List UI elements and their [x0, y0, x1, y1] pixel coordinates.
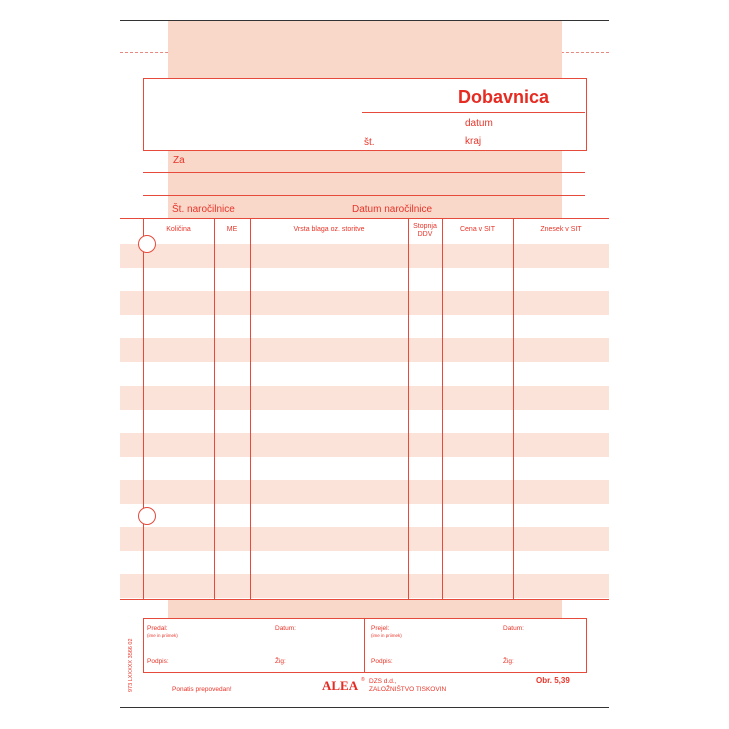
column-divider: [250, 218, 251, 600]
column-header-unit: ME: [226, 226, 238, 233]
registered-mark: ®: [361, 677, 365, 683]
publisher-division: ZALOŽNIŠTVO TISKOVIN: [369, 686, 447, 693]
column-divider: [513, 218, 514, 600]
table-row-stripe: [120, 527, 609, 551]
print-code: 973 LXXXXX 3566 02: [128, 638, 134, 692]
receipt-date-label: Datum:: [503, 625, 524, 632]
publisher-name: DZS d.d.,: [369, 678, 397, 685]
delivered-by-hint: (ime in priimek): [147, 633, 178, 638]
number-label: št.: [364, 137, 375, 148]
table-row-stripe: [120, 433, 609, 457]
table-bottom-line: [120, 599, 609, 600]
table-left-edge: [143, 218, 144, 600]
bottom-border: [120, 707, 609, 708]
table-row-stripe: [120, 338, 609, 362]
table-row-stripe: [120, 244, 609, 268]
delivered-by-label: Predal:: [147, 625, 168, 632]
publisher-logo: ALEA: [322, 678, 359, 693]
order-number-label: Št. naročilnice: [172, 204, 235, 215]
column-divider: [214, 218, 215, 600]
column-divider: [408, 218, 409, 600]
table-row-stripe: [120, 574, 609, 598]
table-top-line: [120, 218, 609, 219]
received-by-hint: (ime in priimek): [371, 633, 402, 638]
delivery-date-label: Datum:: [275, 625, 296, 632]
column-header-quantity: Količina: [166, 226, 191, 233]
form-title: Dobavnica: [458, 87, 550, 107]
form-number: Obr. 5,39: [536, 676, 570, 685]
title-rule: [362, 112, 585, 113]
recipient-line-2: [143, 195, 585, 196]
table-row-stripe: [120, 480, 609, 504]
kraj-label: kraj: [465, 136, 482, 147]
delivered-signature-label: Podpis:: [147, 658, 169, 665]
reprint-prohibited-note: Ponatis prepovedan!: [172, 686, 232, 693]
column-header-price: Cena v SIT: [459, 226, 495, 233]
punch-hole-top: [138, 235, 156, 253]
footer-band: [168, 600, 562, 618]
punch-hole-bottom: [138, 507, 156, 525]
column-header-vat-rate: Stopnja DDV: [413, 223, 437, 238]
signature-divider: [364, 618, 365, 672]
column-header-description: Vrsta blaga oz. storitve: [293, 226, 365, 233]
received-stamp-label: Žig:: [503, 658, 514, 665]
recipient-line-1: [143, 172, 585, 173]
column-divider: [442, 218, 443, 600]
recipient-label: Za: [173, 155, 185, 166]
table-row-stripe: [120, 291, 609, 315]
received-signature-label: Podpis:: [371, 658, 393, 665]
column-header-amount: Znesek v SIT: [540, 226, 582, 233]
delivered-stamp-label: Žig:: [275, 658, 286, 665]
datum-label: datum: [465, 118, 493, 129]
received-by-label: Prejel:: [371, 625, 390, 632]
table-row-stripe: [120, 386, 609, 410]
order-date-label: Datum naročilnice: [352, 204, 433, 215]
